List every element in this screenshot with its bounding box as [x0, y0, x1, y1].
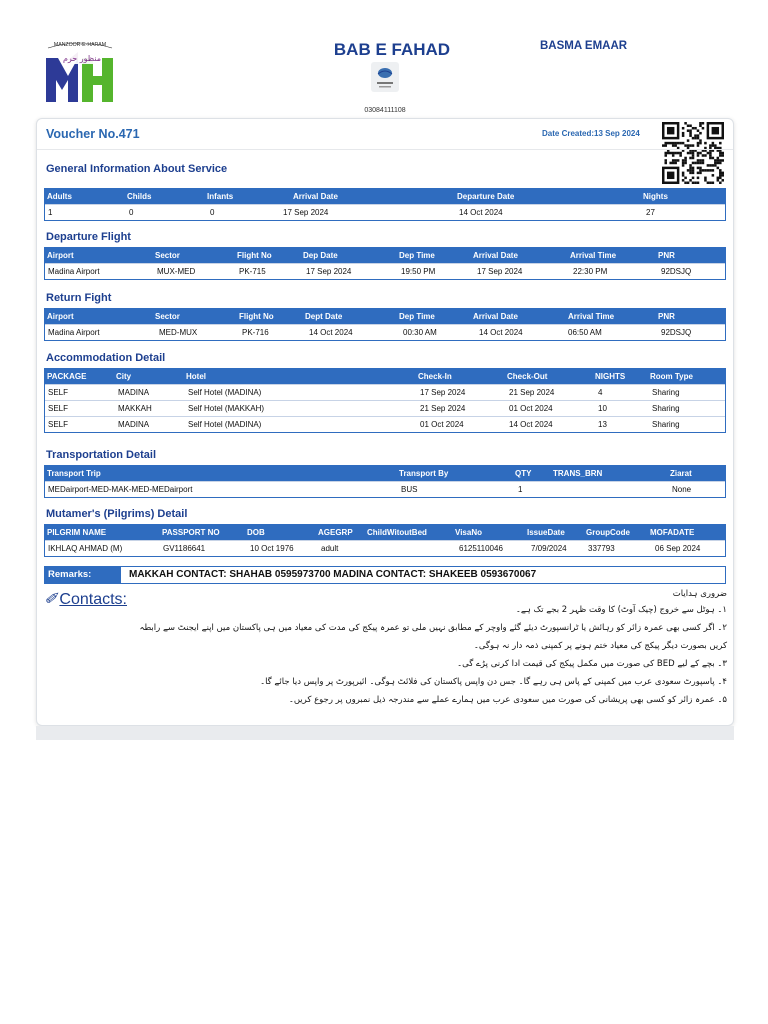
table-cell: 22:30 PM — [573, 267, 608, 276]
column-header: PNR — [658, 312, 675, 321]
column-header: Flight No — [239, 312, 274, 321]
table-cell: 10 — [598, 404, 607, 413]
column-header: Airport — [47, 312, 74, 321]
column-header: PILGRIM NAME — [47, 528, 107, 537]
table-cell: Madina Airport — [48, 267, 100, 276]
table-cell: 00:30 AM — [403, 328, 437, 337]
table-cell: 0 — [129, 208, 134, 217]
column-header: Dept Date — [305, 312, 343, 321]
column-header: Arrival Date — [473, 251, 518, 260]
table-row — [45, 384, 725, 400]
qr-code-icon — [662, 122, 724, 184]
table-cell: MADINA — [118, 420, 150, 429]
table-cell: 14 Oct 2024 — [479, 328, 523, 337]
table-cell: 17 Sep 2024 — [283, 208, 329, 217]
column-header: Check-In — [418, 372, 452, 381]
table-cell: 337793 — [588, 544, 615, 553]
table-cell: Sharing — [652, 404, 680, 413]
table-cell: Sharing — [652, 388, 680, 397]
table-row — [45, 540, 725, 556]
column-header: Nights — [643, 192, 668, 201]
table-row — [45, 400, 725, 416]
table-cell: 19:50 PM — [401, 267, 436, 276]
column-header: ChildWitoutBed — [367, 528, 427, 537]
column-header: Transport Trip — [47, 469, 101, 478]
table-cell: 17 Sep 2024 — [306, 267, 352, 276]
table-header-row — [45, 189, 725, 204]
pilgrims-table — [44, 524, 726, 557]
contacts-title: Contacts: — [59, 591, 127, 608]
table-cell: SELF — [48, 404, 69, 413]
table-cell: 01 Oct 2024 — [420, 420, 464, 429]
departure-flight-table — [44, 247, 726, 280]
table-cell: 0 — [210, 208, 215, 217]
instruction-line: ۲۔ اگر کسی بھی عمرہ زائر کو رہائش یا ٹرانسپورٹ دیئے گئے واوچر کے مطابق نہیں ملی تو عمرہ پیکج کی مدت کی معیاد میں ہی پاکستان میں اپنے ایجنٹ سے رابطہ — [139, 623, 727, 633]
table-cell: 21 Sep 2024 — [509, 388, 555, 397]
voucher-card — [36, 118, 734, 726]
column-header: Dep Time — [399, 312, 435, 321]
instruction-line: ۱۔ ہوٹل سے خروج (چیک آوٹ) کا وقت ظہر 2 بجے تک ہے۔ — [515, 605, 727, 615]
instruction-line: کریں بصورت دیگر پیکج کی معیاد ختم ہونے پر کمپنی ذمہ دار نہ ہوگی۔ — [473, 641, 727, 651]
table-cell: PK-716 — [242, 328, 269, 337]
column-header: Arrival Time — [568, 312, 615, 321]
remarks-bar — [44, 566, 726, 584]
table-cell: None — [672, 485, 692, 494]
column-header: Check-Out — [507, 372, 548, 381]
instructions-heading: ضروری ہدایات — [672, 589, 727, 599]
table-cell: 06:50 AM — [568, 328, 602, 337]
column-header: TRANS_BRN — [553, 469, 603, 478]
company-logo — [42, 38, 118, 104]
table-cell: 21 Sep 2024 — [420, 404, 466, 413]
remarks-label: Remarks: — [45, 567, 121, 583]
company-name: BASMA EMAAR — [540, 40, 628, 52]
table-cell: Self Hotel (MADINA) — [188, 388, 262, 397]
table-cell: BUS — [401, 485, 418, 494]
table-row — [45, 324, 725, 340]
table-header-row — [45, 369, 725, 384]
transportation-table — [44, 465, 726, 498]
column-header: QTY — [515, 469, 532, 478]
column-header: MOFADATE — [650, 528, 695, 537]
table-header-row — [45, 309, 725, 324]
table-cell: 10 Oct 1976 — [250, 544, 294, 553]
table-cell: Self Hotel (MAKKAH) — [188, 404, 265, 413]
accommodation-table — [44, 368, 726, 433]
column-header: GroupCode — [586, 528, 630, 537]
table-row — [45, 263, 725, 279]
column-header: Childs — [127, 192, 152, 201]
departure-flight-title: Departure Flight — [46, 231, 131, 243]
pilgrims-title: Mutamer's (Pilgrims) Detail — [46, 508, 188, 520]
table-cell: MADINA — [118, 388, 150, 397]
table-cell: Self Hotel (MADINA) — [188, 420, 262, 429]
table-header-row — [45, 525, 725, 540]
table-cell: 06 Sep 2024 — [655, 544, 701, 553]
table-cell: MEDairport-MED-MAK-MED-MEDairport — [48, 485, 193, 494]
table-cell: 6125110046 — [459, 544, 503, 553]
table-cell: IKHLAQ AHMAD (M) — [48, 544, 123, 553]
column-header: Departure Date — [457, 192, 515, 201]
general-info-table — [44, 188, 726, 221]
table-row — [45, 416, 725, 432]
column-header: Ziarat — [670, 469, 692, 478]
agency-phone: 03084111108 — [364, 107, 406, 114]
table-cell: 17 Sep 2024 — [420, 388, 466, 397]
remarks-text: MAKKAH CONTACT: SHAHAB 0595973700 MADINA CONTACT: SHAKEEB 0593670067 — [129, 569, 537, 580]
accommodation-title: Accommodation Detail — [46, 352, 166, 364]
voucher-header — [0, 0, 768, 118]
table-cell: adult — [321, 544, 339, 553]
column-header: PNR — [658, 251, 675, 260]
table-cell: SELF — [48, 420, 69, 429]
table-cell: MAKKAH — [118, 404, 152, 413]
table-cell: MED-MUX — [159, 328, 198, 337]
table-cell: 17 Sep 2024 — [477, 267, 523, 276]
return-flight-title: Return Fight — [46, 292, 112, 304]
logo-urdu-text: منظور حرم — [62, 54, 102, 63]
agency-name: BAB E FAHAD — [333, 40, 451, 59]
column-header: Sector — [155, 251, 180, 260]
table-cell: GV1186641 — [163, 544, 206, 553]
date-created: Date Created:13 Sep 2024 — [542, 129, 640, 138]
column-header: AGEGRP — [318, 528, 353, 537]
table-cell: 13 — [598, 420, 607, 429]
instruction-line: ۴۔ پاسپورٹ سعودی عرب میں کمپنی کے پاس ہی رہے گا۔ جس دن واپس پاکستان کی فلائٹ ہوگی۔ ائیرپورٹ پر واپس دیا جائے گا۔ — [260, 677, 727, 687]
column-header: Dep Time — [399, 251, 435, 260]
column-header: NIGHTS — [595, 372, 626, 381]
table-cell: Madina Airport — [48, 328, 100, 337]
column-header: Arrival Date — [293, 192, 338, 201]
column-header: Airport — [47, 251, 74, 260]
table-row — [45, 204, 725, 220]
table-cell: 1 — [48, 208, 53, 217]
table-cell: 14 Oct 2024 — [309, 328, 353, 337]
table-cell: 7/09/2024 — [531, 544, 567, 553]
column-header: Flight No — [237, 251, 272, 260]
column-header: DOB — [247, 528, 265, 537]
column-header: VisaNo — [455, 528, 482, 537]
table-cell: Sharing — [652, 420, 680, 429]
instruction-line: ۵۔ عمرہ زائر کو کسی بھی پریشانی کی صورت میں سعودی عرب میں ہمارے عملے سے مندرجہ ذیل نمبروں پر رجوع کریں۔ — [288, 695, 727, 705]
transportation-title: Transportation Detail — [46, 449, 157, 461]
table-cell: SELF — [48, 388, 69, 397]
table-cell: 1 — [518, 485, 523, 494]
logo-arc-text: MANZOOR-E-HARAM — [53, 42, 107, 48]
column-header: City — [116, 372, 132, 381]
table-cell: 14 Oct 2024 — [509, 420, 553, 429]
table-header-row — [45, 248, 725, 263]
table-cell: PK-715 — [239, 267, 266, 276]
table-cell: 92DSJQ — [661, 267, 692, 276]
general-info-title: General Information About Service — [46, 163, 228, 175]
instruction-line: ۳۔ بچے کے لیے BED کی صورت میں مکمل پیکج کی قیمت ادا کرنی پڑے گی۔ — [457, 659, 727, 669]
table-header-row — [45, 466, 725, 481]
column-header: IssueDate — [527, 528, 565, 537]
column-header: PACKAGE — [47, 372, 87, 381]
column-header: PASSPORT NO — [162, 528, 220, 537]
pen-icon: ✐ — [44, 591, 58, 608]
column-header: Arrival Date — [473, 312, 518, 321]
instructions-block — [139, 587, 727, 709]
column-header: Room Type — [650, 372, 693, 381]
table-cell: 4 — [598, 388, 603, 397]
voucher-number: Voucher No.471 — [46, 127, 140, 141]
footer-strip — [36, 726, 734, 740]
return-flight-table — [44, 308, 726, 341]
column-header: Sector — [155, 312, 180, 321]
table-row — [45, 481, 725, 497]
column-header: Dep Date — [303, 251, 338, 260]
contacts-heading — [44, 589, 127, 609]
table-cell: 27 — [646, 208, 655, 217]
column-header: Hotel — [186, 372, 206, 381]
column-header: Infants — [207, 192, 234, 201]
agency-badge-icon — [371, 62, 399, 92]
column-header: Transport By — [399, 469, 449, 478]
table-cell: 01 Oct 2024 — [509, 404, 553, 413]
column-header: Arrival Time — [570, 251, 617, 260]
table-cell: 14 Oct 2024 — [459, 208, 503, 217]
divider — [37, 149, 733, 150]
table-cell: MUX-MED — [157, 267, 196, 276]
column-header: Adults — [47, 192, 72, 201]
table-cell: 92DSJQ — [661, 328, 692, 337]
